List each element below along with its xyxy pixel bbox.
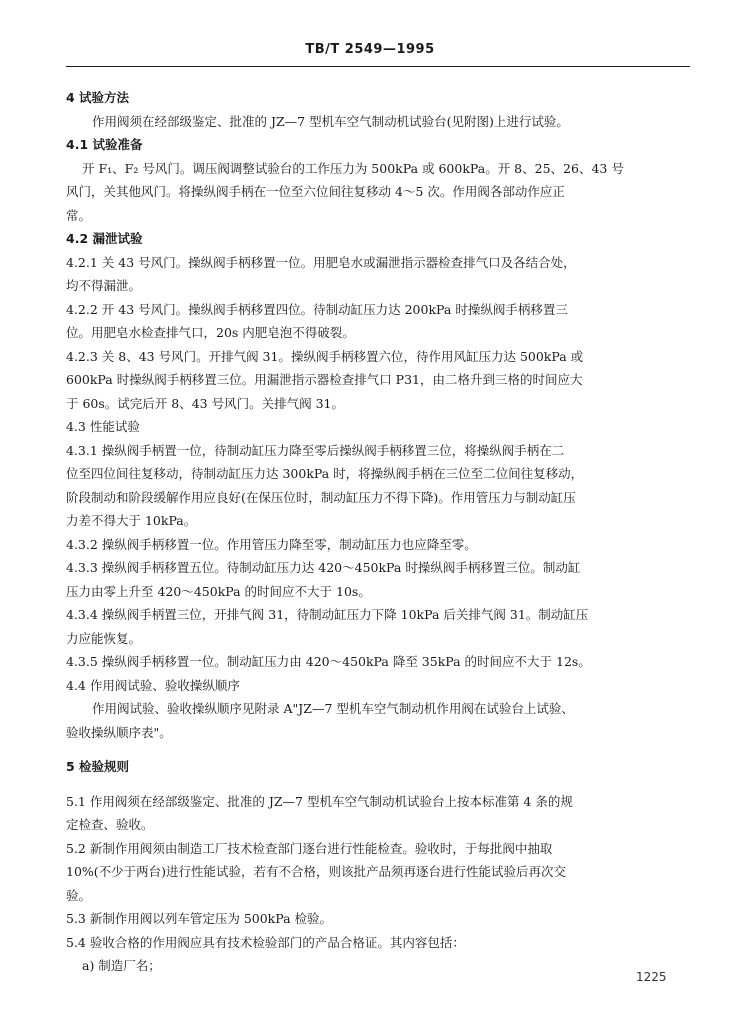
body-line: 10%(不少于两台)进行性能试验，若有不合格，则该批产品须再逐台进行性能试验后再次交 [66,864,567,879]
body-line: 4.3.3 操纵阀手柄移置五位。待制动缸压力达 420～450kPa 时操纵阀手柄移置三位。制动缸 [66,560,581,575]
section-heading: 4 试验方法 [66,90,130,105]
body-line: 于 60s。试完后开 8、43 号风门。关排气阀 31。 [66,395,344,411]
body-line: 4.3.2 操纵阀手柄移置一位。作用管压力降至零，制动缸压力也应降至零。 [66,536,477,552]
body-line: a) 制造厂名； [82,958,161,973]
body-line: 4.3.5 操纵阀手柄移置一位。制动缸压力由 420～450kPa 降至 35kPa 的时间应不大于 12s。 [66,654,591,669]
page-number: 1225 [636,970,667,984]
body-line: 验。 [66,887,92,903]
body-line: 4.3.4 操纵阀手柄置三位，开排气阀 31，待制动缸压力下降 10kPa 后关排气阀 31。制动缸压 [66,607,589,622]
body-line: 5.3 新制作用阀以列车管定压为 500kPa 检验。 [66,911,333,926]
spacer [66,744,690,755]
body-line: 常。 [66,207,92,223]
section-heading: 4.2 漏泄试验 [66,231,143,246]
document-body [66,86,690,978]
body-line: 力应能恢复。 [66,630,142,646]
body-line: 位至四位间往复移动，待制动缸压力达 300kPa 时，将操纵阀手柄在三位至二位间往复移动， [66,466,584,481]
header-rule [66,66,690,67]
section-heading: 5 检验规则 [66,759,130,774]
body-line: 4.3 性能试验 [66,419,140,434]
body-line: 4.4 作用阀试验、验收操纵顺序 [66,677,240,693]
body-line: 4.3.1 操纵阀手柄置一位，待制动缸压力降至零后操纵阀手柄移置三位，将操纵阀手柄在二 [66,442,565,458]
body-line: 5.2 新制作用阀须由制造工厂技术检查部门逐台进行性能检查。验收时，于每批阀中抽取 [66,840,553,856]
body-line: 5.1 作用阀须在经部级鉴定、批准的 JZ—7 型机车空气制动机试验台上按本标准第 4 条的规 [66,793,573,809]
body-line: 均不得漏泄。 [66,278,142,293]
body-line: 作用阀须在经部级鉴定、批准的 JZ—7 型机车空气制动机试验台(见附图)上进行试验。 [92,113,569,129]
body-line: 4.2.2 开 43 号风门。操纵阀手柄移置四位。待制动缸压力达 200kPa 时操纵阀手柄移置三 [66,301,568,317]
page-header-standard-number: TB/T 2549—1995 [305,42,435,57]
body-line: 600kPa 时操纵阀手柄移置三位。用漏泄指示器检查排气口 P31，由二格升到三格的时间应大 [66,372,583,387]
body-line: 压力由零上升至 420～450kPa 的时间应不大于 10s。 [66,583,371,599]
body-line: 定检查、验收。 [66,817,154,832]
body-line: 力差不得大于 10kPa。 [66,513,197,528]
spacer [66,779,690,790]
body-line: 阶段制动和阶段缓解作用应良好(在保压位时，制动缸压力不得下降)。作用管压力与制动缸压 [66,489,576,505]
body-line: 4.2.3 关 8、43 号风门。开排气阀 31。操纵阀手柄移置六位，待作用风缸压力达 500kPa 或 [66,348,584,364]
body-line: 5.4 验收合格的作用阀应具有技术检验部门的产品合格证。其内容包括： [66,934,465,950]
body-line: 验收操纵顺序表"。 [66,724,172,740]
body-line: 开 F₁、F₂ 号风门。调压阀调整试验台的工作压力为 500kPa 或 600kPa。开 8、25、26、43 号 [82,160,624,176]
section-heading: 4.1 试验准备 [66,137,143,152]
body-line: 作用阀试验、验收操纵顺序见附录 A"JZ—7 型机车空气制动机作用阀在试验台上试验、 [92,701,574,716]
body-line: 4.2.1 关 43 号风门。操纵阀手柄移置一位。用肥皂水或漏泄指示器检查排气口及各结合处， [66,254,576,270]
body-line: 位。用肥皂水检查排气口，20s 内肥皂泡不得破裂。 [66,325,355,340]
body-line: 风门，关其他风门。将操纵阀手柄在一位至六位间往复移动 4～5 次。作用阀各部动作应正 [66,184,565,199]
